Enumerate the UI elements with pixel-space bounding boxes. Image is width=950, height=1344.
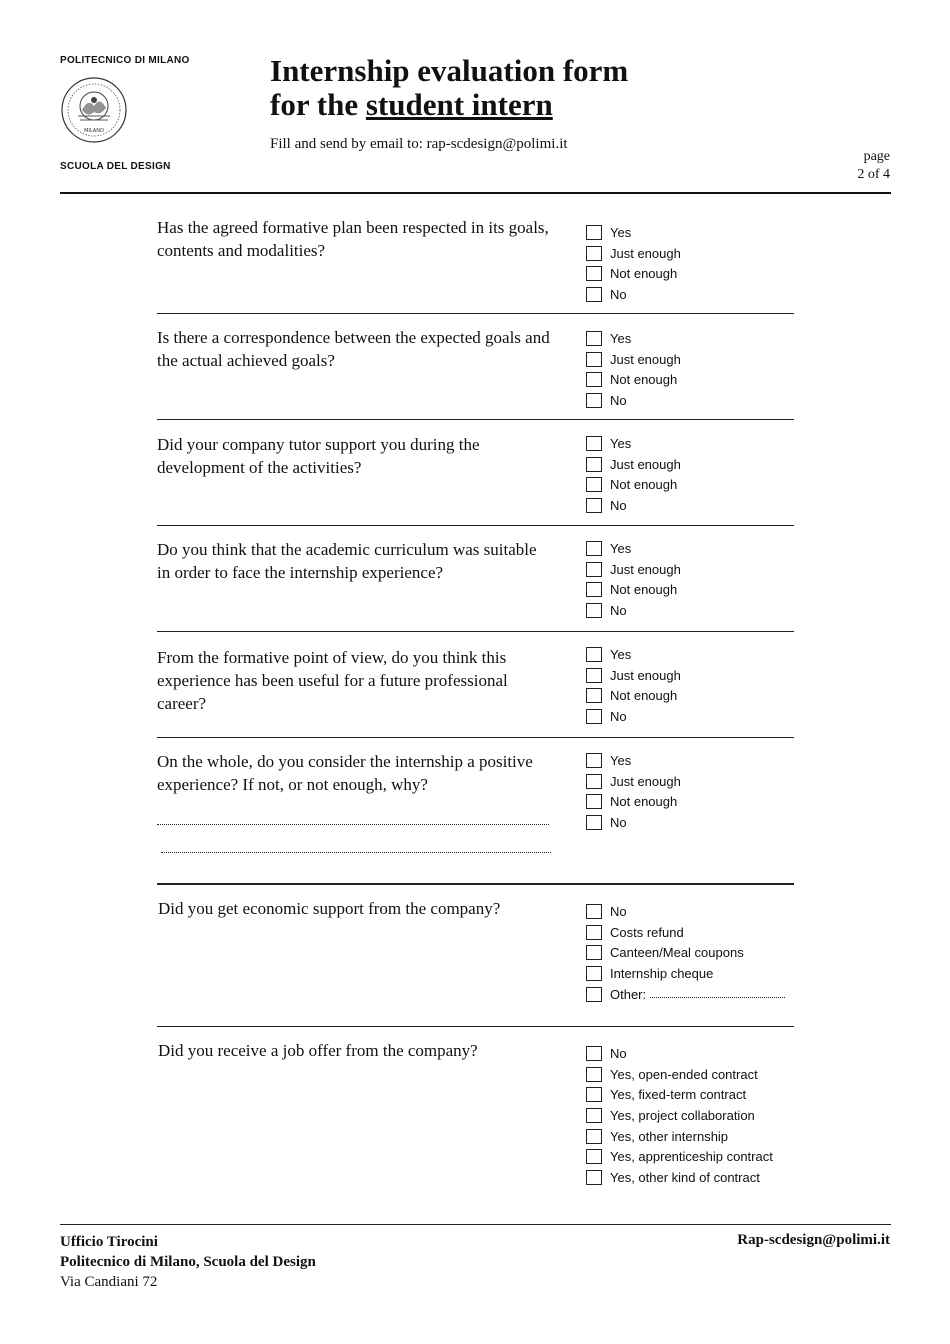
university-name: POLITECNICO DI MILANO xyxy=(60,55,190,66)
option-label: Yes, fixed-term contract xyxy=(610,1087,747,1103)
option-not-enough[interactable] xyxy=(586,791,681,812)
question-text: Did you get economic support from the company? xyxy=(158,899,501,918)
option-label: Just enough xyxy=(610,456,681,472)
answer-line-1[interactable] xyxy=(157,824,549,825)
checkbox[interactable] xyxy=(586,266,602,281)
option-not-enough[interactable] xyxy=(586,263,681,284)
question-text: Did your company tutor support you during the development of the activities? xyxy=(157,435,480,477)
footer-street: Via Candiani 72 xyxy=(60,1274,158,1290)
form-title-line1: Internship evaluation form xyxy=(270,53,629,88)
footer-institution: Politecnico di Milano, Scuola del Design xyxy=(60,1254,316,1270)
answer-options xyxy=(586,644,681,727)
option-label: No xyxy=(610,903,627,919)
option-label: Not enough xyxy=(610,266,678,282)
option-yes[interactable] xyxy=(586,750,681,771)
form-title-prefix: for the xyxy=(270,87,366,122)
option-apprenticeship[interactable] xyxy=(586,1146,773,1167)
option-label: Yes xyxy=(610,435,632,451)
footer-email: Rap-scdesign@polimi.it xyxy=(737,1232,890,1248)
checkbox[interactable] xyxy=(586,562,602,577)
checkbox[interactable] xyxy=(586,1087,602,1102)
school-name: SCUOLA DEL DESIGN xyxy=(60,161,171,172)
option-label: Yes, apprenticeship contract xyxy=(610,1149,773,1165)
checkbox[interactable] xyxy=(586,393,602,408)
option-other-contract[interactable] xyxy=(586,1167,773,1188)
checkbox[interactable] xyxy=(586,225,602,240)
checkbox[interactable] xyxy=(586,246,602,261)
page-indicator xyxy=(857,148,890,184)
option-no[interactable] xyxy=(586,600,681,621)
checkbox[interactable] xyxy=(586,647,602,662)
option-project-collaboration[interactable] xyxy=(586,1105,773,1126)
option-no[interactable] xyxy=(586,390,681,411)
question-6 xyxy=(157,750,794,890)
question-2 xyxy=(157,326,794,422)
university-logo-block xyxy=(60,55,210,172)
footer-office: Ufficio Tirocini xyxy=(60,1234,158,1250)
option-label: Just enough xyxy=(610,351,681,367)
option-other-internship[interactable] xyxy=(586,1126,773,1147)
option-not-enough[interactable] xyxy=(586,369,681,390)
question-1 xyxy=(157,216,794,316)
option-label: Not enough xyxy=(610,582,678,598)
question-divider xyxy=(157,883,794,885)
question-text: On the whole, do you consider the internship a positive experience? If not, or not enough, why? xyxy=(157,752,533,794)
university-seal-icon xyxy=(60,76,128,144)
form-title xyxy=(270,54,628,122)
option-not-enough[interactable] xyxy=(586,474,681,495)
checkbox[interactable] xyxy=(586,331,602,346)
checkbox[interactable] xyxy=(586,668,602,683)
checkbox[interactable] xyxy=(586,477,602,492)
option-just-enough[interactable] xyxy=(586,559,681,580)
option-label: Yes xyxy=(610,330,632,346)
option-just-enough[interactable] xyxy=(586,454,681,475)
option-no[interactable] xyxy=(586,901,785,922)
option-label: Canteen/Meal coupons xyxy=(610,945,744,961)
other-input-line[interactable] xyxy=(650,997,785,998)
option-label: Yes, other kind of contract xyxy=(610,1169,760,1185)
checkbox[interactable] xyxy=(586,925,602,940)
checkbox[interactable] xyxy=(586,794,602,809)
checkbox[interactable] xyxy=(586,582,602,597)
page-label: page xyxy=(863,149,890,164)
footer-divider xyxy=(60,1224,891,1225)
option-label: No xyxy=(610,1045,627,1061)
question-3 xyxy=(157,433,794,529)
option-label: No xyxy=(610,392,627,408)
checkbox[interactable] xyxy=(586,457,602,472)
checkbox[interactable] xyxy=(586,352,602,367)
option-no[interactable] xyxy=(586,284,681,305)
form-title-underlined: student intern xyxy=(365,87,553,122)
question-divider xyxy=(157,313,794,314)
question-text: Do you think that the academic curriculum was suitable in order to face the internship experience? xyxy=(157,540,537,582)
page-header xyxy=(0,0,950,196)
option-yes[interactable] xyxy=(586,328,681,349)
checkbox[interactable] xyxy=(586,1108,602,1123)
title-block xyxy=(270,54,628,153)
question-text: From the formative point of view, do you think this experience has been useful for a future professional career? xyxy=(157,648,508,713)
option-label: Not enough xyxy=(610,477,678,493)
option-yes[interactable] xyxy=(586,538,681,559)
option-label: No xyxy=(610,497,627,513)
option-label: Other: xyxy=(610,986,647,1002)
option-no[interactable] xyxy=(586,812,681,833)
question-divider xyxy=(157,419,794,420)
option-not-enough[interactable] xyxy=(586,685,681,706)
option-label: Yes xyxy=(610,540,632,556)
answer-options xyxy=(586,750,681,833)
option-label: Yes xyxy=(610,224,632,240)
question-5 xyxy=(157,646,794,742)
answer-options xyxy=(586,328,681,411)
option-label: Not enough xyxy=(610,794,678,810)
answer-line-2[interactable] xyxy=(161,852,551,853)
form-title-line2 xyxy=(270,88,628,122)
answer-options xyxy=(586,901,785,1004)
option-no[interactable] xyxy=(586,706,681,727)
option-no[interactable] xyxy=(586,1043,773,1064)
checkbox[interactable] xyxy=(586,945,602,960)
question-divider xyxy=(157,525,794,526)
question-divider xyxy=(157,631,794,632)
footer-address xyxy=(60,1232,316,1292)
checkbox[interactable] xyxy=(586,1129,602,1144)
fill-instruction: Fill and send by email to: rap-scdesign@polimi.it xyxy=(270,136,568,152)
checkbox[interactable] xyxy=(586,987,602,1002)
option-just-enough[interactable] xyxy=(586,771,681,792)
option-label: No xyxy=(610,708,627,724)
question-4 xyxy=(157,538,794,634)
checkbox[interactable] xyxy=(586,753,602,768)
question-divider xyxy=(157,737,794,738)
checkbox[interactable] xyxy=(586,498,602,513)
option-label: Just enough xyxy=(610,773,681,789)
checkbox[interactable] xyxy=(586,1067,602,1082)
option-open-ended[interactable] xyxy=(586,1064,773,1085)
option-costs-refund[interactable] xyxy=(586,922,785,943)
checkbox[interactable] xyxy=(586,372,602,387)
checkbox[interactable] xyxy=(586,688,602,703)
checkbox[interactable] xyxy=(586,287,602,302)
option-not-enough[interactable] xyxy=(586,579,681,600)
option-yes[interactable] xyxy=(586,222,681,243)
option-label: Yes xyxy=(610,646,632,662)
answer-options xyxy=(586,433,681,516)
option-label: No xyxy=(610,602,627,618)
option-label: Just enough xyxy=(610,667,681,683)
option-label: Internship cheque xyxy=(610,965,714,981)
checkbox[interactable] xyxy=(586,774,602,789)
checkbox[interactable] xyxy=(586,436,602,451)
header-divider xyxy=(60,192,891,194)
checkbox[interactable] xyxy=(586,815,602,830)
answer-options xyxy=(586,538,681,621)
checkbox[interactable] xyxy=(586,541,602,556)
checkbox[interactable] xyxy=(586,1149,602,1164)
checkbox[interactable] xyxy=(586,904,602,919)
answer-options xyxy=(586,222,681,305)
option-just-enough[interactable] xyxy=(586,349,681,370)
option-internship-cheque[interactable] xyxy=(586,963,785,984)
checkbox[interactable] xyxy=(586,966,602,981)
option-label: Not enough xyxy=(610,688,678,704)
question-7 xyxy=(157,897,794,1029)
option-label: Yes, other internship xyxy=(610,1128,729,1144)
option-no[interactable] xyxy=(586,495,681,516)
option-fixed-term[interactable] xyxy=(586,1084,773,1105)
checkbox[interactable] xyxy=(586,603,602,618)
option-label: Just enough xyxy=(610,245,681,261)
page-number: 2 of 4 xyxy=(857,167,890,182)
option-meal-coupons[interactable] xyxy=(586,942,785,963)
checkbox[interactable] xyxy=(586,1046,602,1061)
question-divider xyxy=(157,1026,794,1027)
question-text: Is there a correspondence between the expected goals and the actual achieved goals? xyxy=(157,328,550,370)
option-label: Yes, project collaboration xyxy=(610,1107,755,1123)
option-label: Costs refund xyxy=(610,924,684,940)
option-label: Just enough xyxy=(610,561,681,577)
seal-text: MILANO xyxy=(84,128,104,134)
option-yes[interactable] xyxy=(586,433,681,454)
option-other[interactable] xyxy=(586,984,785,1005)
option-label: No xyxy=(610,286,627,302)
option-label: Yes xyxy=(610,752,632,768)
option-label: Yes, open-ended contract xyxy=(610,1066,758,1082)
option-label: No xyxy=(610,814,627,830)
option-label: Not enough xyxy=(610,372,678,388)
question-8 xyxy=(157,1039,794,1199)
option-just-enough[interactable] xyxy=(586,665,681,686)
checkbox[interactable] xyxy=(586,1170,602,1185)
question-text: Has the agreed formative plan been respected in its goals, contents and modalities? xyxy=(157,218,549,260)
checkbox[interactable] xyxy=(586,709,602,724)
question-text: Did you receive a job offer from the company? xyxy=(158,1041,478,1060)
option-just-enough[interactable] xyxy=(586,243,681,264)
option-yes[interactable] xyxy=(586,644,681,665)
answer-options xyxy=(586,1043,773,1188)
